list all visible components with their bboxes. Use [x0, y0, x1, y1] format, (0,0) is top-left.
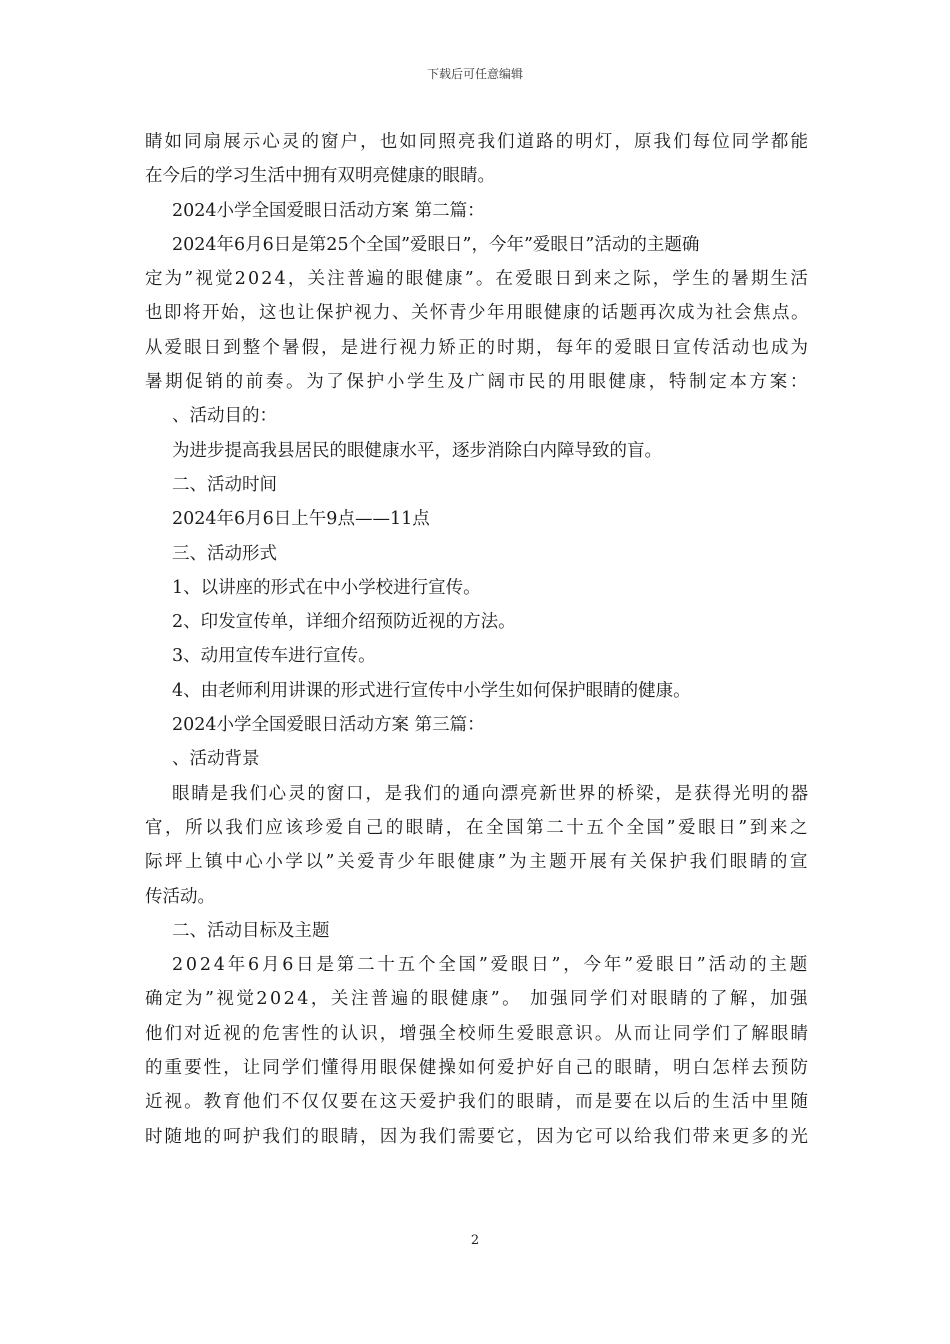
text-line: 2024年6月6日是第二十五个全国”爱眼日”，今年”爱眼日”活动的主题 [172, 955, 810, 976]
text-line: 4、由老师利用讲课的形式进行宣传中小学生如何保护眼睛的健康。 [172, 680, 691, 701]
text-line: 睛如同扇展示心灵的窗户，也如同照亮我们道路的明灯，原我们每位同学都能 [145, 132, 810, 152]
text-line: 2024小学全国爱眼日活动方案 第三篇： [172, 715, 485, 736]
text-line: 他们对近视的危害性的认识，增强全校师生爱眼意识。从而让同学们了解眼睛 [145, 1023, 810, 1044]
page-header: 下载后可任意编辑 [426, 67, 523, 81]
text-line: 从爱眼日到整个暑假，是进行视力矫正的时期，每年的爱眼日宣传活动也成为 [145, 337, 810, 358]
text-line: 官，所以我们应该珍爱自己的眼睛，在全国第二十五个全国”爱眼日”到来之 [145, 817, 810, 838]
text-line: 二、活动时间 [172, 474, 277, 495]
text-line: 时随地的呵护我们的眼睛，因为我们需要它，因为它可以给我们带来更多的光 [145, 1126, 810, 1147]
text-line: 2、印发宣传单，详细介绍预防近视的方法。 [172, 612, 516, 633]
page-number: 2 [470, 1233, 480, 1248]
text-line: 二、活动目标及主题 [172, 920, 330, 941]
text-line: 的重要性，让同学们懂得用眼保健操如何爱护好自己的眼睛，明白怎样去预防 [145, 1058, 810, 1079]
text-line: 2024小学全国爱眼日活动方案 第二篇： [172, 200, 485, 221]
text-line: 也即将开始，这也让保护视力、关怀青少年用眼健康的话题再次成为社会焦点。 [145, 303, 810, 324]
text-line: 暑期促销的前奏。为了保护小学生及广阔市民的用眼健康，特制定本方案： [145, 372, 810, 393]
text-line: 2024年6月6日是第25个全国”爱眼日”，今年”爱眼日”活动的主题确 [172, 234, 700, 255]
text-line: 际坪上镇中心小学以”关爱青少年眼健康”为主题开展有关保护我们眼睛的宣 [145, 852, 810, 873]
text-line: 3、动用宣传车进行宣传。 [172, 646, 376, 667]
text-line: 三、活动形式 [172, 543, 277, 564]
text-line: 近视。教育他们不仅仅要在这天爱护我们的眼睛，而是要在以后的生活中里随 [145, 1092, 810, 1113]
text-line: 传活动。 [145, 886, 215, 907]
text-line: 1、以讲座的形式在中小学校进行宣传。 [172, 577, 481, 598]
text-line: 、活动背景 [172, 749, 260, 770]
text-line: 眼睛是我们心灵的窗口，是我们的通向漂亮新世界的桥梁，是获得光明的器 [172, 783, 810, 804]
text-line: 在今后的学习生活中拥有双明亮健康的眼睛。 [145, 166, 495, 187]
text-line: 、活动目的： [172, 406, 277, 427]
document-body [145, 125, 810, 1154]
text-line: 定为”视觉2024，关注普遍的眼健康”。在爱眼日到来之际，学生的暑期生活 [145, 269, 810, 290]
text-line: 确定为”视觉2024，关注普遍的眼健康”。 加强同学们对眼睛的了解，加强 [145, 989, 810, 1010]
text-line: 2024年6月6日上午9点——11点 [172, 509, 430, 530]
text-line: 为进步提高我县居民的眼健康水平，逐步消除白内障导致的盲。 [172, 440, 662, 461]
